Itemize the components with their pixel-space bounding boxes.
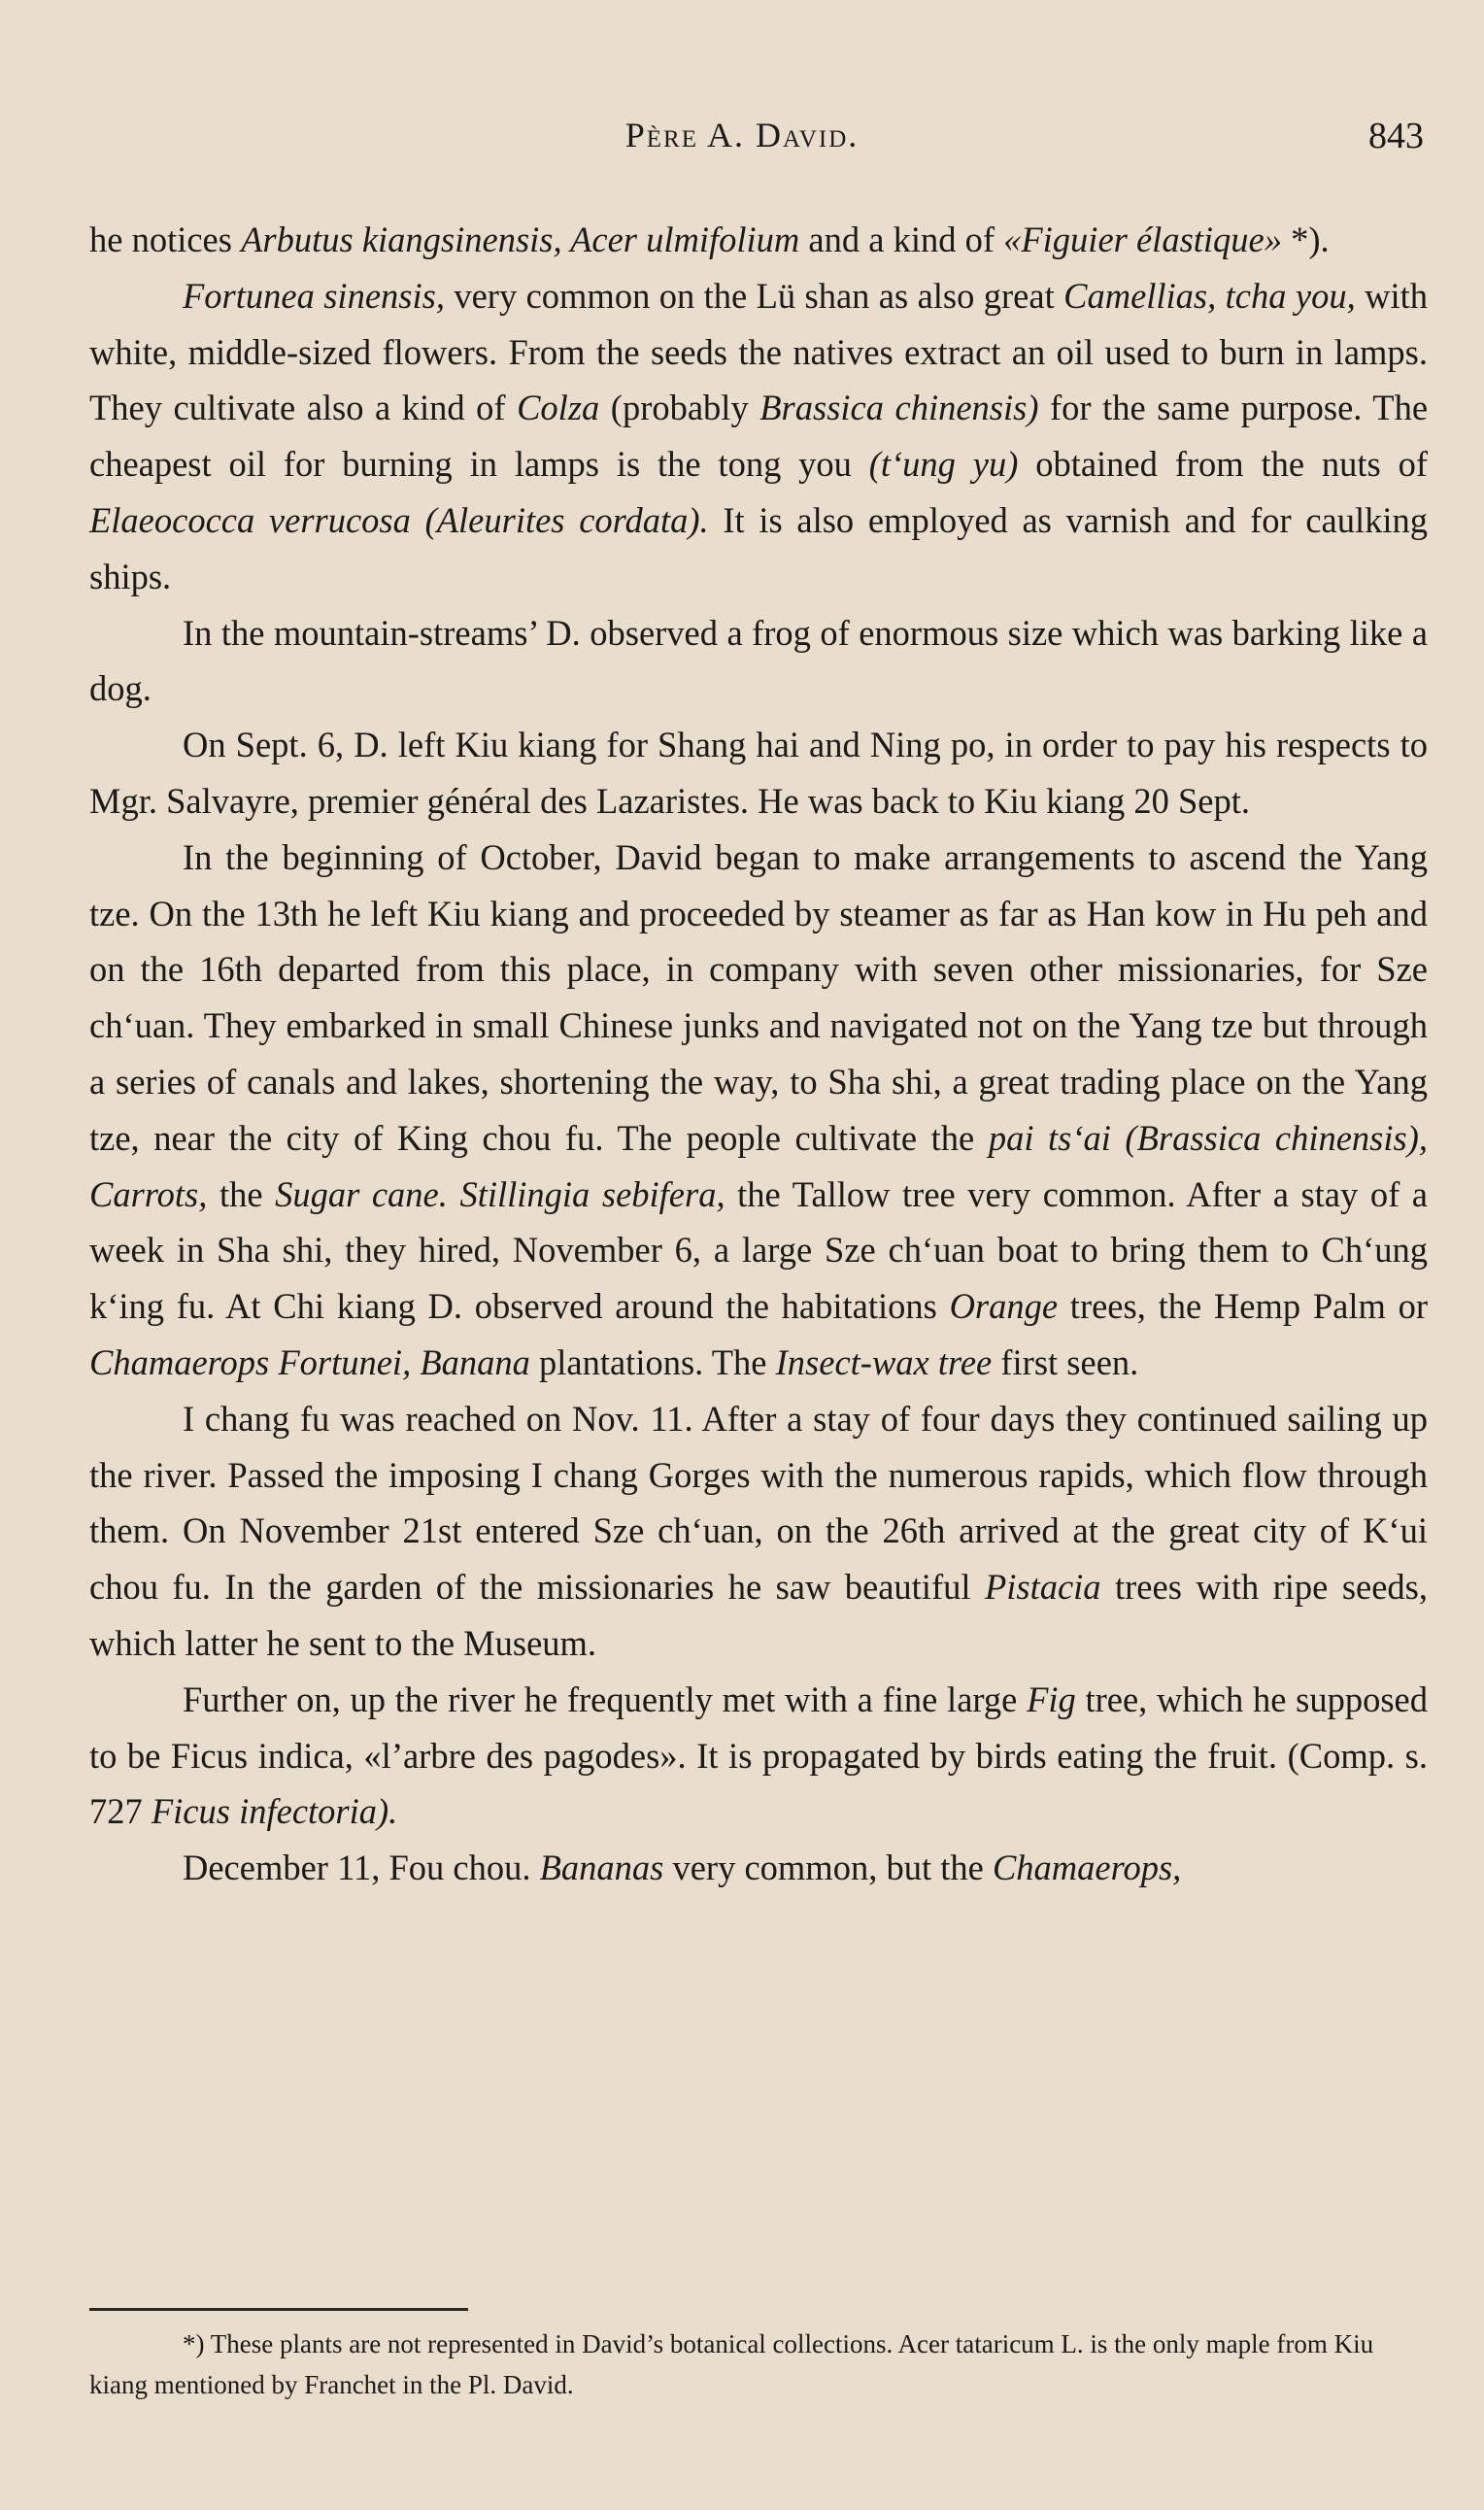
text-run: Further on, up the river he frequently met with a fine large: [183, 1679, 1028, 1719]
text-run: On Sept. 6, D. left Kiu kiang for Shang hai and Ning po, in order to pay his respects to Mgr. Salvayre, premier général des Lazaristes. He was back to Kiu kiang 20 Sept.: [89, 725, 1428, 821]
main-text: [89, 212, 1428, 1896]
text-run: he notices: [89, 220, 242, 259]
italic-term: Elaeococca verrucosa (Aleurites cordata).: [89, 499, 709, 540]
paragraph: [89, 268, 1428, 605]
italic-term: Colza: [517, 388, 600, 428]
italic-term: Fortunea sinensis,: [183, 275, 445, 316]
text-run: (probably: [599, 388, 760, 428]
text-run: for the same purpose. The cheapest oil for burning in lamps is the tong you: [89, 388, 1429, 485]
italic-term: Insect-wax tree: [775, 1341, 993, 1382]
italic-term: Camellias, tcha you,: [1063, 275, 1356, 316]
text-run: December 11, Fou chou.: [183, 1848, 540, 1888]
footnote-text: *) These plants are not represented in David’s botanical collections. Acer tataricum L. is the only maple from Kiu kiang mentioned by Franchet in the Pl. David.: [89, 2329, 1374, 2399]
footnote: [89, 2323, 1428, 2405]
italic-term: Bananas: [539, 1848, 664, 1888]
text-run: In the mountain-streams’ D. observed a frog of enormous size which was barking like a dog.: [89, 612, 1428, 709]
italic-term: Orange: [949, 1286, 1059, 1327]
italic-term: pai ts‘ai (Brassica chinensis), Carrots,: [89, 1117, 1428, 1214]
text-run: I chang fu was reached on Nov. 11. After a stay of four days they continued sailing up the river. Passed the imposing I chang Gorges with the numerous rapids, which flow through them. On November 21st entered Sze ch‘uan, on the 26th arrived at the great city of K‘ui chou fu. In the garden of the missionaries he saw beautiful: [89, 1398, 1428, 1608]
paragraph: [89, 1391, 1428, 1672]
running-title: Père A. David.: [624, 116, 860, 154]
italic-term: Ficus infectoria).: [151, 1791, 398, 1832]
italic-term: Chamaerops Fortunei, Banana: [89, 1341, 530, 1382]
text-run: very common on the Lü shan as also great: [444, 275, 1064, 316]
italic-term: Arbutus kiangsinensis, Acer ulmifolium: [241, 220, 800, 259]
text-run: plantations. The: [529, 1341, 776, 1382]
italic-term: Fig: [1027, 1679, 1076, 1719]
text-run: with white, middle-sized flowers. From the seeds the natives extract an oil used to burn in lamps. They cultivate also a kind of: [89, 275, 1428, 428]
text-run: very common, but the: [663, 1848, 993, 1888]
paragraph: [89, 212, 1428, 268]
paragraph: [89, 1840, 1428, 1896]
italic-term: Chamaerops,: [992, 1848, 1182, 1888]
paragraph: [89, 605, 1428, 718]
text-run: trees, the Hemp Palm or: [1058, 1286, 1428, 1327]
text-run: the Tallow tree very common. After a stay of a week in Sha shi, they hired, November 6, a large Sze ch‘uan boat to bring them to Ch‘ung k‘ing fu. At Chi kiang D. observed around the habitations: [89, 1173, 1428, 1327]
text-run: In the beginning of October, David began to make arrangements to ascend the Yang tze. On the 13th he left Kiu kiang and proceeded by steamer as far as Han kow in Hu peh and on the 16th departed from this place, in company with seven other missionaries, for Sze ch‘uan. They embarked in small Chinese junks and navigated not on the Yang tze but through a series of canals and lakes, shortening the way, to Sha shi, a great trading place on the Yang tze, near the city of King chou fu. The people cultivate the: [89, 836, 1428, 1158]
italic-term: «Figuier élastique»: [1003, 220, 1283, 259]
running-header: [0, 115, 1484, 173]
text-run: trees with ripe seeds, which latter he sent to the Museum.: [89, 1567, 1429, 1663]
text-run: the: [207, 1173, 276, 1214]
text-run: It is also employed as varnish and for caulking ships.: [89, 499, 1429, 596]
italic-term: (t‘ung yu): [868, 444, 1019, 485]
text-run: *).: [1282, 220, 1330, 259]
text-run: first seen.: [992, 1341, 1139, 1382]
italic-term: Pistacia: [984, 1567, 1101, 1608]
paragraph: [89, 717, 1428, 830]
page-number: 843: [1368, 116, 1424, 156]
paragraph: [89, 1672, 1428, 1840]
footnote-rule: [89, 2308, 468, 2311]
paragraph: [89, 830, 1428, 1391]
italic-term: Brassica chinensis): [759, 388, 1039, 428]
text-run: obtained from the nuts of: [1018, 444, 1428, 485]
text-run: tree, which he supposed to be Ficus indica, «l’arbre des pagodes». It is propagated by birds eating the fruit. (Comp. s. 727: [89, 1679, 1428, 1832]
text-run: and a kind of: [799, 220, 1004, 259]
italic-term: Sugar cane. Stillingia sebifera,: [275, 1173, 725, 1214]
